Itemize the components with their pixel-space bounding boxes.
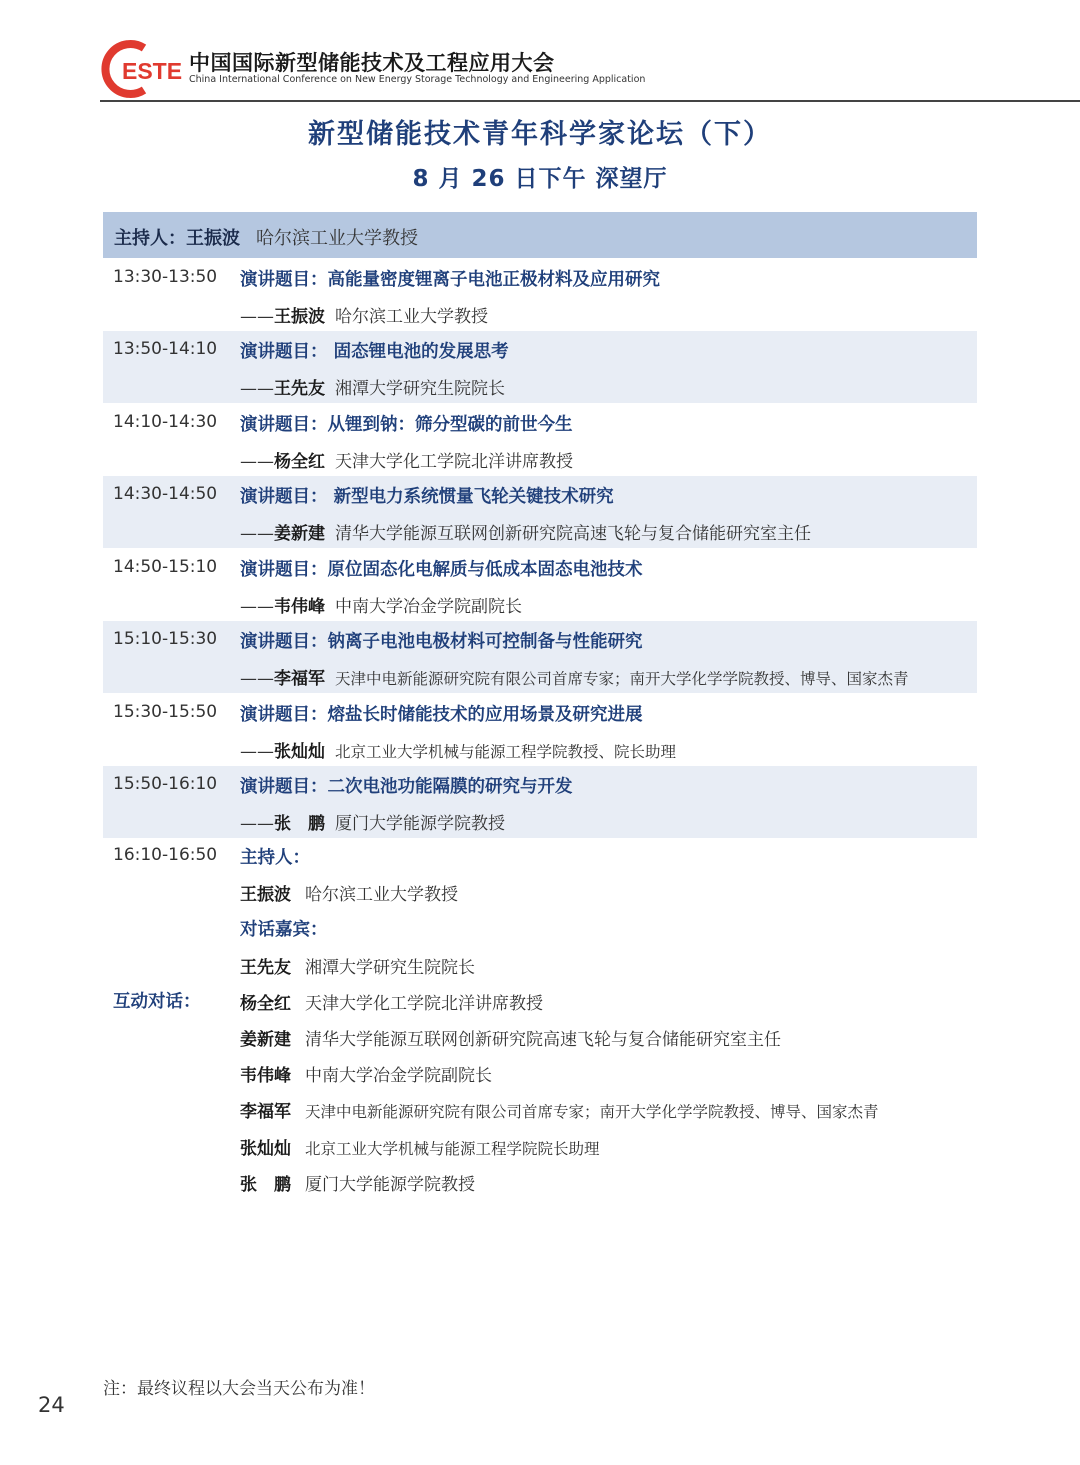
session-topic: 演讲题目：原位固态化电解质与低成本固态电池技术 <box>240 560 643 580</box>
session-speaker <box>240 809 505 834</box>
panel-host-label: 主持人： <box>240 848 310 868</box>
session-row <box>103 766 977 838</box>
panel-guest <box>240 1061 492 1086</box>
speaker-name: 张灿灿 <box>274 742 325 762</box>
speaker-dash: —— <box>240 379 274 399</box>
panel-guest <box>240 1170 475 1195</box>
speaker-name: 杨全红 <box>274 452 325 472</box>
guest-name: 张 鹏 <box>240 1175 291 1195</box>
session-topic: 演讲题目： 固态锂电池的发展思考 <box>240 342 509 362</box>
speaker-name: 韦伟峰 <box>274 597 325 617</box>
guest-name: 杨全红 <box>240 994 291 1014</box>
session-topic: 演讲题目：从锂到钠：筛分型碳的前世今生 <box>240 415 573 435</box>
session-speaker <box>240 592 522 617</box>
conference-name-cn: 中国国际新型储能技术及工程应用大会 <box>189 51 555 75</box>
footnote: 注：最终议程以大会当天公布为准！ <box>103 1379 375 1399</box>
session-time: 14:50-15:10 <box>113 557 218 577</box>
speaker-dash: —— <box>240 307 274 327</box>
speaker-affiliation: 湘潭大学研究生院院长 <box>335 379 505 399</box>
guest-name: 韦伟峰 <box>240 1066 291 1086</box>
panel-guest <box>240 953 475 978</box>
session-speaker <box>240 737 676 762</box>
session-speaker <box>240 664 909 689</box>
session-topic: 演讲题目：熔盐长时储能技术的应用场景及研究进展 <box>240 705 643 725</box>
panel-discussion <box>103 838 977 1198</box>
session-row <box>103 259 977 331</box>
speaker-affiliation: 中南大学冶金学院副院长 <box>335 597 522 617</box>
guest-affiliation: 清华大学能源互联网创新研究院高速飞轮与复合储能研究室主任 <box>305 1030 781 1050</box>
panel-host-name: 王振波 <box>240 885 291 905</box>
session-row <box>103 694 977 766</box>
speaker-affiliation: 清华大学能源互联网创新研究院高速飞轮与复合储能研究室主任 <box>335 524 811 544</box>
speaker-affiliation: 哈尔滨工业大学教授 <box>335 307 488 327</box>
session-time: 13:30-13:50 <box>113 267 218 287</box>
panel-host <box>240 880 458 905</box>
guest-affiliation: 天津大学化工学院北洋讲席教授 <box>305 994 543 1014</box>
panel-guest <box>240 1097 879 1122</box>
speaker-name: 张 鹏 <box>274 814 325 834</box>
header-divider <box>100 100 1080 102</box>
host-affiliation: 哈尔滨工业大学教授 <box>256 228 418 249</box>
panel-guest <box>240 989 543 1014</box>
session-topic: 演讲题目：钠离子电池电极材料可控制备与性能研究 <box>240 632 643 652</box>
forum-title: 新型储能技术青年科学家论坛（下） <box>308 119 772 150</box>
forum-date-venue: 8 月 26 日下午 深望厅 <box>412 166 668 192</box>
host-bar <box>103 212 977 258</box>
guest-name: 王先友 <box>240 958 291 978</box>
speaker-dash: —— <box>240 742 274 762</box>
panel-side-label: 互动对话： <box>113 992 201 1012</box>
guest-affiliation: 厦门大学能源学院教授 <box>305 1175 475 1195</box>
session-speaker <box>240 447 573 472</box>
session-speaker <box>240 519 811 544</box>
page-number: 24 <box>38 1393 65 1417</box>
speaker-dash: —— <box>240 452 274 472</box>
guest-affiliation: 中南大学冶金学院副院长 <box>305 1066 492 1086</box>
session-row <box>103 549 977 621</box>
speaker-affiliation: 天津大学化工学院北洋讲席教授 <box>335 452 573 472</box>
guest-affiliation: 北京工业大学机械与能源工程学院院长助理 <box>305 1140 600 1158</box>
speaker-name: 李福军 <box>274 669 325 689</box>
conference-name-en: China International Conference on New Energy Storage Technology and Engineering Application <box>189 74 646 85</box>
panel-guest <box>240 1134 600 1159</box>
host-label: 主持人：王振波 <box>114 228 240 249</box>
session-row <box>103 404 977 476</box>
este-logo <box>100 38 190 100</box>
session-time: 14:10-14:30 <box>113 412 218 432</box>
speaker-affiliation: 北京工业大学机械与能源工程学院教授、院长助理 <box>335 743 677 761</box>
speaker-name: 王先友 <box>274 379 325 399</box>
speaker-dash: —— <box>240 669 274 689</box>
speaker-name: 王振波 <box>274 307 325 327</box>
speaker-dash: —— <box>240 524 274 544</box>
session-row <box>103 621 977 693</box>
panel-guest <box>240 1025 781 1050</box>
session-speaker <box>240 302 488 327</box>
conference-header <box>100 38 1080 100</box>
guest-affiliation: 湘潭大学研究生院院长 <box>305 958 475 978</box>
session-time: 13:50-14:10 <box>113 339 218 359</box>
session-topic: 演讲题目：高能量密度锂离子电池正极材料及应用研究 <box>240 270 660 290</box>
guest-affiliation: 天津中电新能源研究院有限公司首席专家；南开大学化学学院教授、博导、国家杰青 <box>305 1103 879 1121</box>
session-time: 15:50-16:10 <box>113 774 218 794</box>
session-row <box>103 476 977 548</box>
panel-time: 16:10-16:50 <box>113 845 218 865</box>
guest-name: 张灿灿 <box>240 1139 291 1159</box>
session-row <box>103 331 977 403</box>
speaker-name: 姜新建 <box>274 524 325 544</box>
speaker-dash: —— <box>240 814 274 834</box>
panel-guests-label: 对话嘉宾： <box>240 920 328 940</box>
session-time: 15:30-15:50 <box>113 702 218 722</box>
session-speaker <box>240 374 505 399</box>
speaker-affiliation: 厦门大学能源学院教授 <box>335 814 505 834</box>
speaker-dash: —— <box>240 597 274 617</box>
session-time: 14:30-14:50 <box>113 484 218 504</box>
session-topic: 演讲题目：二次电池功能隔膜的研究与开发 <box>240 777 573 797</box>
guest-name: 李福军 <box>240 1102 291 1122</box>
guest-name: 姜新建 <box>240 1030 291 1050</box>
session-time: 15:10-15:30 <box>113 629 218 649</box>
session-topic: 演讲题目： 新型电力系统惯量飞轮关键技术研究 <box>240 487 614 507</box>
speaker-affiliation: 天津中电新能源研究院有限公司首席专家；南开大学化学学院教授、博导、国家杰青 <box>335 670 909 688</box>
panel-host-affiliation: 哈尔滨工业大学教授 <box>305 885 458 905</box>
logo-text: ESTE <box>122 58 183 84</box>
